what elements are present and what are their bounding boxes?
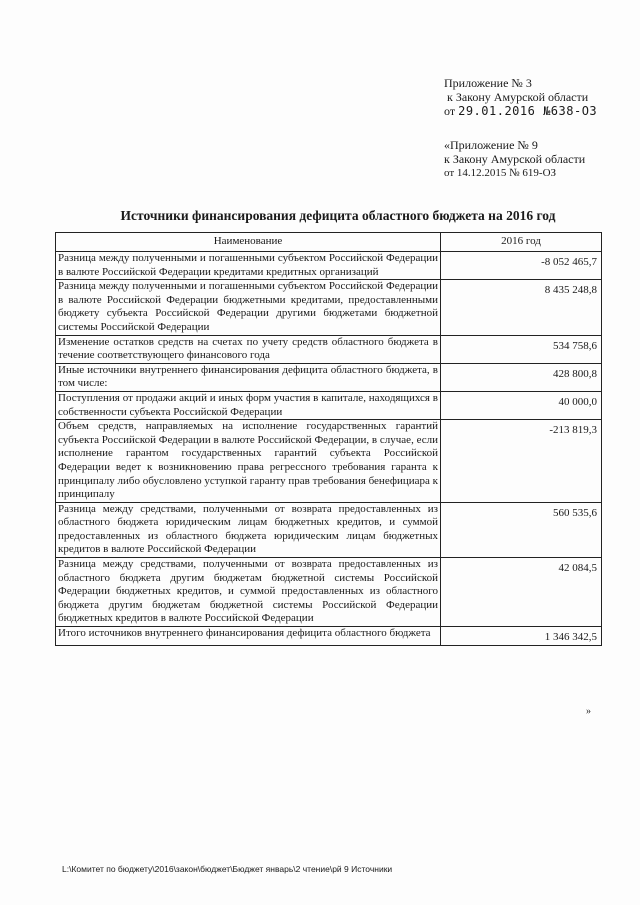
sources-table (55, 232, 602, 646)
row-name: Поступления от продажи акций и иных форм участия в капитале, находящихся в собственности субъекта Российской Федерации (56, 391, 441, 419)
table-row (56, 252, 602, 280)
file-path-footer: L:\Комитет по бюджету\2016\закон\бюджет\Бюджет январь\2 чтение\рй 9 Источники (62, 864, 393, 874)
table-row (56, 627, 602, 646)
previous-appendix-block (444, 138, 585, 180)
closing-quote: » (586, 706, 591, 717)
prev-appendix-date: от 14.12.2015 № 619-ОЗ (444, 167, 557, 179)
appendix-date: 29.01.2016 №638-ОЗ (458, 104, 598, 118)
appendix-law: к Закону Амурской области (447, 90, 589, 104)
table-row (56, 391, 602, 419)
row-value: 428 800,8 (441, 363, 602, 391)
appendix-block (444, 76, 597, 118)
prev-appendix-law: к Закону Амурской области (444, 152, 586, 166)
row-value: 42 084,5 (441, 558, 602, 627)
table-row (56, 502, 602, 557)
row-value: 40 000,0 (441, 391, 602, 419)
row-name: Разница между полученными и погашенными субъектом Российской Федерации в валюте Российской Федерации кредитами кредитных организаций (56, 252, 441, 280)
row-name: Изменение остатков средств на счетах по учету средств областного бюджета в течение соответствующего финансового года (56, 335, 441, 363)
row-value: 1 346 342,5 (441, 627, 602, 646)
column-header-year: 2016 год (441, 233, 602, 252)
table-row (56, 558, 602, 627)
table-row (56, 280, 602, 335)
row-value: 560 535,6 (441, 502, 602, 557)
table-row (56, 420, 602, 503)
row-name: Итого источников внутреннего финансирования дефицита областного бюджета (56, 627, 441, 646)
table-header-row (56, 233, 602, 252)
row-value: -8 052 465,7 (441, 252, 602, 280)
sources-table-wrap (55, 232, 599, 646)
appendix-date-prefix: от (444, 104, 456, 118)
row-name: Иные источники внутреннего финансирования дефицита областного бюджета, в том числе: (56, 363, 441, 391)
row-name: Разница между средствами, полученными от возврата предоставленных из областного бюджета другим бюджетам бюджетной системы Российской Федерации бюджетных кредитов, и суммой предоставленных из областного бюджета другим бюджетам бюджетной системы Российской Федерации бюджетных кредитов в валюте Российской Федерации (56, 558, 441, 627)
table-row (56, 335, 602, 363)
appendix-date-line (444, 104, 597, 118)
table-row (56, 363, 602, 391)
prev-appendix-number: «Приложение № 9 (444, 138, 538, 152)
row-name: Разница между полученными и погашенными субъектом Российской Федерации в валюте Российской Федерации бюджетными кредитами, предоставленными бюджету субъекта Российской Федерации другими бюджетами бюджетной системы Российской Федерации (56, 280, 441, 335)
row-name: Разница между средствами, полученными от возврата предоставленных из областного бюджета юридическим лицам бюджетных кредитов, и суммой предоставленных из областного бюджета юридическим лицам бюджетных кредитов в валюте Российской Федерации (56, 502, 441, 557)
appendix-number: Приложение № 3 (444, 76, 532, 90)
row-name: Объем средств, направляемых на исполнение государственных гарантий субъекта Российской Федерации в валюте Российской Федерации, в случае, если исполнение гарантом государственных гарантий субъекта Российской Федерации ведет к возникновению права регрессного требования гаранта к принципалу либо обусловлено уступкой гаранту прав требования бенефициара к принципалу (56, 420, 441, 503)
row-value: 534 758,6 (441, 335, 602, 363)
column-header-name: Наименование (56, 233, 441, 252)
page-title: Источники финансирования дефицита областного бюджета на 2016 год (120, 208, 556, 223)
row-value: -213 819,3 (441, 420, 602, 503)
row-value: 8 435 248,8 (441, 280, 602, 335)
